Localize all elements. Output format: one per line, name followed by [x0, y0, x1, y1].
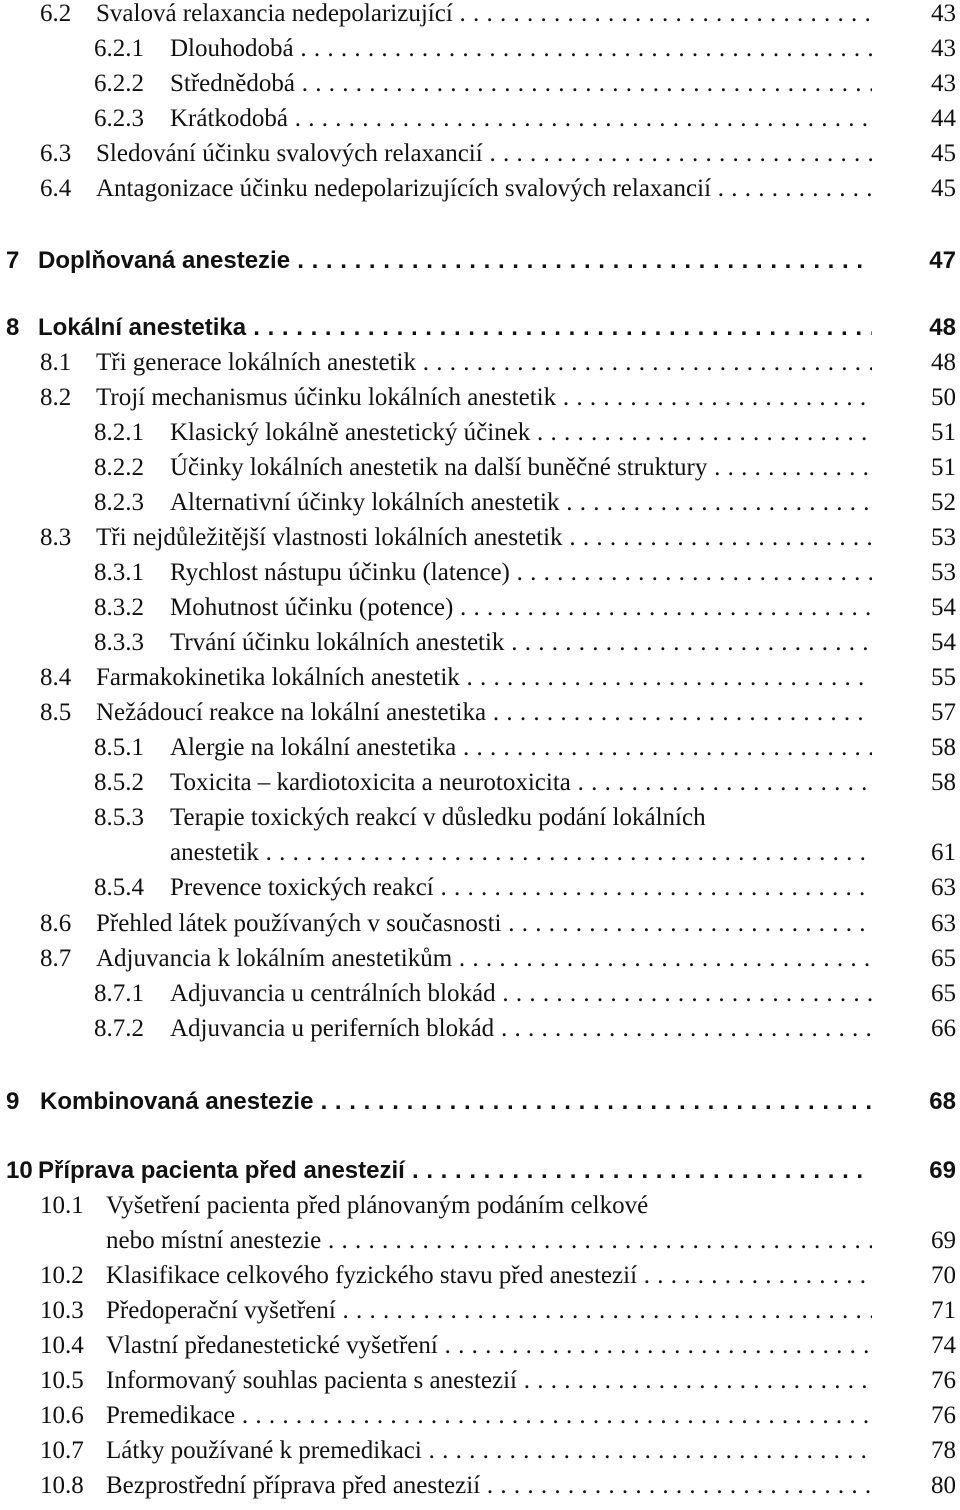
toc-entry-page: 69: [931, 1227, 956, 1254]
toc-entry-title: Adjuvancia u periferních blokád . . .: [170, 1014, 872, 1044]
toc-entry-title: Střednědobá . . .: [170, 69, 872, 99]
toc-entry-page: 57: [931, 699, 956, 726]
toc-entry-title: Vlastní předanestetické vyšetření . . .: [106, 1331, 872, 1361]
toc-entry-page: 43: [931, 0, 956, 27]
toc-entry-title: Adjuvancia u centrálních blokád . . .: [170, 979, 872, 1009]
toc-entry[interactable]: [0, 69, 960, 99]
toc-entry-title: Farmakokinetika lokálních anestetik . . .: [96, 663, 872, 693]
toc-entry[interactable]: [0, 1401, 960, 1431]
toc-entry-title: Alergie na lokální anestetika . . .: [170, 733, 872, 763]
toc-entry-page: 51: [931, 454, 956, 481]
toc-entry-number: 8.5.4: [94, 874, 144, 901]
toc-entry-number: 8.3.3: [94, 629, 144, 656]
toc-entry-page: 80: [931, 1472, 956, 1499]
toc-entry[interactable]: [0, 523, 960, 553]
toc-entry[interactable]: [0, 768, 960, 798]
toc-entry[interactable]: [0, 418, 960, 448]
toc-entry-page: 65: [931, 980, 956, 1007]
toc-entry-number: 10.1: [40, 1192, 84, 1219]
toc-entry-page: 54: [931, 629, 956, 656]
toc-entry-number: 8.7.1: [94, 980, 144, 1007]
toc-entry-title: Lokální anestetika . . .: [38, 313, 872, 343]
toc-entry-number: 6.2: [40, 0, 72, 27]
toc-entry[interactable]: [0, 1087, 960, 1117]
toc-entry-title: Krátkodobá . . .: [170, 104, 872, 134]
toc-entry-number: 6.2.3: [94, 105, 144, 132]
toc-entry-number: 8.6: [40, 910, 72, 937]
toc-entry-title: Toxicita – kardiotoxicita a neurotoxicita . . .: [170, 768, 872, 798]
toc-entry[interactable]: [0, 348, 960, 378]
toc-entry-title: Rychlost nástupu účinku (latence) . . .: [170, 558, 872, 588]
toc-entry[interactable]: [0, 1014, 960, 1044]
toc-entry-title: Tři nejdůležitější vlastnosti lokálních anestetik . . .: [96, 523, 872, 553]
toc-entry-title: Příprava pacienta před anestezií . . .: [38, 1156, 872, 1186]
toc-entry[interactable]: [0, 0, 960, 29]
toc-entry-number: 7: [6, 247, 20, 274]
toc-entry-title: Trojí mechanismus účinku lokálních anestetik . . .: [96, 383, 872, 413]
toc-entry-title: Klasifikace celkového fyzického stavu před anestezií . . .: [106, 1261, 872, 1291]
toc-entry-number: 6.3: [40, 140, 72, 167]
toc-entry-page: 76: [931, 1402, 956, 1429]
toc-entry-number: 8.5: [40, 699, 72, 726]
toc-entry-number: 8.2.2: [94, 454, 144, 481]
toc-entry-page: 76: [931, 1367, 956, 1394]
toc-entry-page: 48: [929, 314, 956, 341]
toc-entry-title: Informovaný souhlas pacienta s anestezií . . .: [106, 1366, 872, 1396]
toc-entry-title: Mohutnost účinku (potence) . . .: [170, 593, 872, 623]
toc-entry-title: Látky používané k premedikaci . . .: [106, 1436, 872, 1466]
toc-entry-page: 53: [931, 559, 956, 586]
toc-entry-page: 55: [931, 664, 956, 691]
toc-entry-number: 8.5.3: [94, 804, 144, 831]
toc-entry-page: 45: [931, 175, 956, 202]
toc-entry-page: 52: [931, 489, 956, 516]
toc-entry[interactable]: [0, 1296, 960, 1326]
toc-entry-number: 10.6: [40, 1402, 84, 1429]
toc-entry-page: 58: [931, 734, 956, 761]
toc-entry[interactable]: [0, 909, 960, 939]
toc-entry[interactable]: [0, 558, 960, 588]
toc-entry-number: 8.2: [40, 384, 72, 411]
toc-entry[interactable]: [0, 979, 960, 1009]
toc-entry-title: Alternativní účinky lokálních anestetik . . .: [170, 488, 872, 518]
toc-entry[interactable]: [0, 628, 960, 658]
toc-entry-number: 10.8: [40, 1472, 84, 1499]
toc-entry-title-continuation: anestetik . . .: [170, 838, 872, 868]
toc-entry-number: 8.5.2: [94, 769, 144, 796]
toc-entry-page: 53: [931, 524, 956, 551]
toc-entry-title-continuation: nebo místní anestezie . . .: [106, 1226, 872, 1256]
toc-entry-title: Bezprostřední příprava před anestezií . . .: [106, 1471, 872, 1501]
toc-entry[interactable]: [0, 1436, 960, 1466]
toc-entry[interactable]: [0, 1471, 960, 1501]
toc-entry-number: 8.2.1: [94, 419, 144, 446]
toc-entry[interactable]: [0, 313, 960, 343]
toc-entry[interactable]: [0, 873, 960, 903]
toc-entry-page: 63: [931, 910, 956, 937]
toc-entry-number: 8: [6, 314, 20, 341]
toc-entry-page: 54: [931, 594, 956, 621]
toc-entry-page: 48: [931, 349, 956, 376]
toc-entry-number: 6.4: [40, 175, 72, 202]
toc-entry[interactable]: [0, 383, 960, 413]
toc-entry-number: 8.3: [40, 524, 72, 551]
toc-entry-page: 65: [931, 945, 956, 972]
toc-entry-title: Předoperační vyšetření . . .: [106, 1296, 872, 1326]
toc-entry-number: 10: [6, 1157, 33, 1184]
toc-entry-page: 43: [931, 70, 956, 97]
toc-entry-number: 9: [6, 1088, 20, 1115]
toc-entry-number: 8.3.1: [94, 559, 144, 586]
toc-entry-page: 74: [931, 1332, 956, 1359]
toc-entry-title: Antagonizace účinku nedepolarizujících svalových relaxancií . . .: [96, 174, 872, 204]
toc-entry-page: 44: [931, 105, 956, 132]
toc-entry[interactable]: [0, 1366, 960, 1396]
toc-entry-page: 71: [931, 1297, 956, 1324]
toc-entry-number: 10.2: [40, 1262, 84, 1289]
toc-entry-title: Tři generace lokálních anestetik . . .: [96, 348, 872, 378]
toc-entry[interactable]: [0, 1156, 960, 1186]
toc-entry-continuation[interactable]: [0, 838, 960, 868]
toc-entry-title: Prevence toxických reakcí . . .: [170, 873, 872, 903]
toc-entry[interactable]: [0, 174, 960, 204]
toc-entry-number: 8.5.1: [94, 734, 144, 761]
toc-entry-title: Adjuvancia k lokálním anestetikům . . .: [96, 944, 872, 974]
toc-entry-title: Účinky lokálních anestetik na další buněčné struktury . . .: [170, 453, 872, 483]
toc-entry-page: 70: [931, 1262, 956, 1289]
toc-entry[interactable]: [0, 698, 960, 728]
toc-entry-number: 10.3: [40, 1297, 84, 1324]
toc-entry[interactable]: [0, 1191, 960, 1221]
toc-entry-page: 66: [931, 1015, 956, 1042]
toc-entry-continuation[interactable]: [0, 1226, 960, 1256]
toc-entry[interactable]: [0, 663, 960, 693]
toc-entry[interactable]: [0, 1261, 960, 1291]
toc-entry-title: Terapie toxických reakcí v důsledku podání lokálních: [170, 804, 706, 831]
toc-entry[interactable]: [0, 104, 960, 134]
toc-entry-title: Svalová relaxancia nedepolarizující . . .: [96, 0, 872, 29]
toc-entry[interactable]: [0, 944, 960, 974]
toc-entry-page: 50: [931, 384, 956, 411]
toc-entry-page: 43: [931, 35, 956, 62]
toc-entry-number: 8.4: [40, 664, 72, 691]
toc-entry-page: 63: [931, 874, 956, 901]
toc-entry-page: 61: [931, 839, 956, 866]
toc-entry-page: 68: [929, 1088, 956, 1115]
toc-entry[interactable]: [0, 246, 960, 276]
toc-entry-title: Dlouhodobá . . .: [170, 34, 872, 64]
toc-entry-number: 6.2.1: [94, 35, 144, 62]
toc-entry[interactable]: [0, 733, 960, 763]
toc-entry-number: 8.7.2: [94, 1015, 144, 1042]
toc-entry-page: 51: [931, 419, 956, 446]
toc-entry-page: 78: [931, 1437, 956, 1464]
toc-entry-number: 8.2.3: [94, 489, 144, 516]
toc-entry-number: 10.5: [40, 1367, 84, 1394]
toc-entry-title: Přehled látek používaných v současnosti . . .: [96, 909, 872, 939]
toc-entry-page: 69: [929, 1157, 956, 1184]
toc-entry-number: 6.2.2: [94, 70, 144, 97]
toc-entry-title: Doplňovaná anestezie . . .: [38, 246, 872, 276]
toc-entry-number: 10.7: [40, 1437, 84, 1464]
toc-entry[interactable]: [0, 453, 960, 483]
toc-entry-number: 8.7: [40, 945, 72, 972]
toc-entry-title: Nežádoucí reakce na lokální anestetika . . .: [96, 698, 872, 728]
toc-entry-title: Sledování účinku svalových relaxancií . . .: [96, 139, 872, 169]
toc-entry-number: 8.1: [40, 349, 72, 376]
toc-entry-page: 45: [931, 140, 956, 167]
toc-entry[interactable]: [0, 139, 960, 169]
toc-entry-page: 47: [929, 247, 956, 274]
toc-entry[interactable]: [0, 488, 960, 518]
toc-entry[interactable]: [0, 34, 960, 64]
toc-entry-page: 58: [931, 769, 956, 796]
toc-entry[interactable]: [0, 803, 960, 833]
toc-entry-title: Vyšetření pacienta před plánovaným podáním celkové: [106, 1192, 649, 1219]
toc-entry-title: Premedikace . . .: [106, 1401, 872, 1431]
toc-entry-number: 8.3.2: [94, 594, 144, 621]
toc-entry[interactable]: [0, 1331, 960, 1361]
toc-entry-number: 10.4: [40, 1332, 84, 1359]
toc-entry-title: Klasický lokálně anestetický účinek . . .: [170, 418, 872, 448]
toc-entry-title: Kombinovaná anestezie . . .: [40, 1087, 872, 1117]
toc-entry[interactable]: [0, 593, 960, 623]
toc-entry-title: Trvání účinku lokálních anestetik . . .: [170, 628, 872, 658]
